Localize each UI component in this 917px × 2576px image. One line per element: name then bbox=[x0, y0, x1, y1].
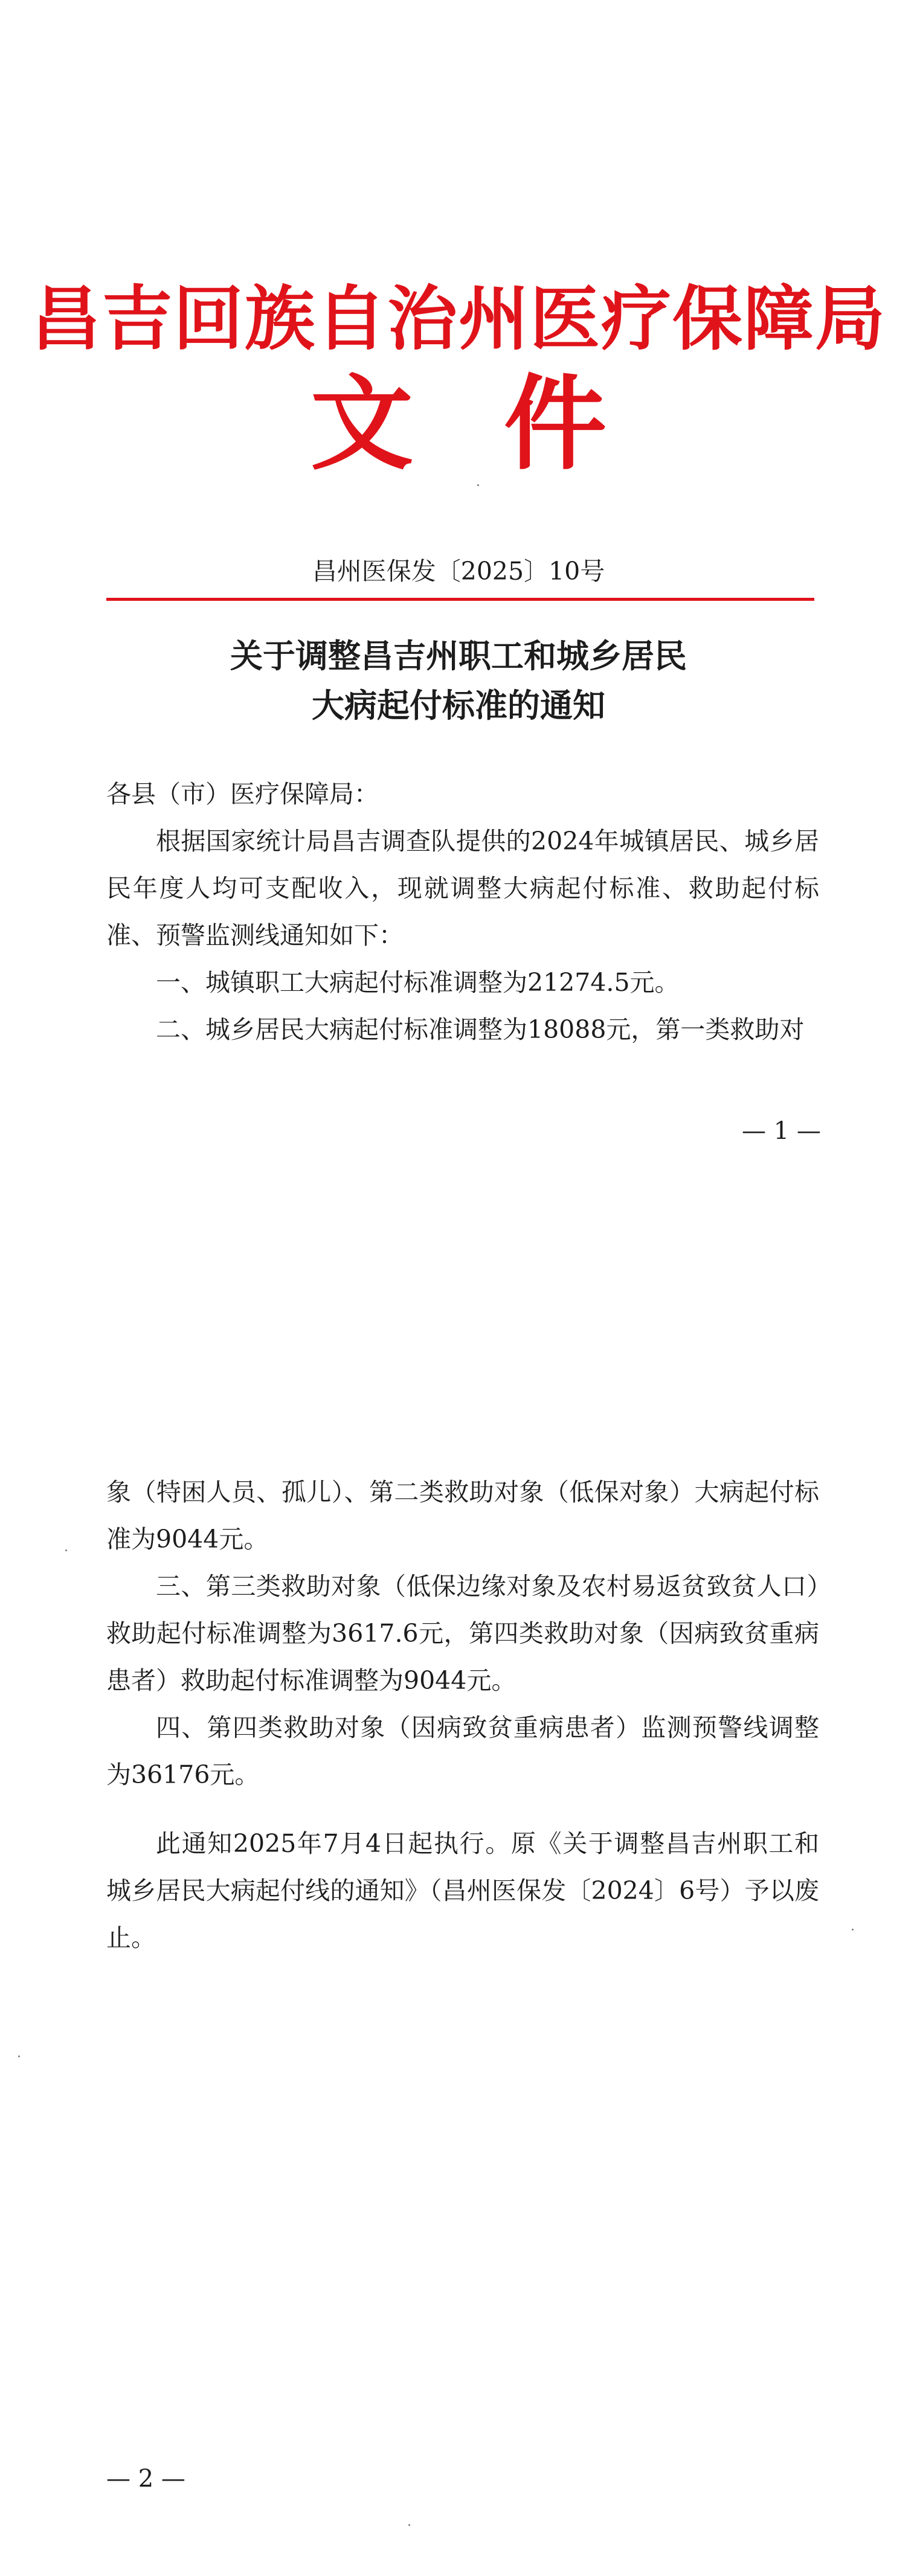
document-header-word: 文件 bbox=[310, 364, 697, 484]
item-1: 一、城镇职工大病起付标准调整为21274.5元。 bbox=[156, 968, 680, 997]
intro-paragraph: 根据国家统计局昌吉调查队提供的2024年城镇居民、城乡居民年度人均可支配收入，现就调整大病起付标准、救助起付标准、预警监测线通知如下： bbox=[106, 827, 819, 950]
item-4: 四、第四类救助对象（因病致贫重病患者）监测预警线调整为36176元。 bbox=[106, 1713, 819, 1789]
red-divider-line bbox=[106, 598, 814, 601]
page-number-1: — 1 — bbox=[742, 1117, 821, 1145]
notice-title-line-1: 关于调整昌吉州职工和城乡居民 bbox=[230, 636, 687, 675]
notice-title-line-2: 大病起付标准的通知 bbox=[312, 686, 605, 725]
closing-paragraph: 此通知2025年7月4日起执行。原《关于调整昌吉州职工和城乡居民大病起付线的通知》（昌州医保发〔2024〕6号）予以废止。 bbox=[106, 1829, 819, 1952]
document-number: 昌州医保发〔2025〕10号 bbox=[312, 557, 605, 586]
scan-speck bbox=[18, 2055, 20, 2057]
item-2-start: 二、城乡居民大病起付标准调整为18088元，第一类救助对 bbox=[156, 1015, 805, 1044]
scan-speck bbox=[408, 2524, 410, 2526]
item-2-continued: 象（特困人员、孤儿）、第二类救助对象（低保对象）大病起付标准为9044元。 bbox=[106, 1478, 819, 1554]
scan-speck bbox=[477, 484, 479, 486]
addressee: 各县（市）医疗保障局： bbox=[106, 780, 379, 809]
item-3: 三、第三类救助对象（低保边缘对象及农村易返贫致贫人口）救助起付标准调整为3617.6元，第四类救助对象（因病致贫重病患者）救助起付标准调整为9044元。 bbox=[106, 1572, 819, 1695]
page-number-2: — 2 — bbox=[106, 2465, 185, 2493]
issuing-organization: 昌吉回族自治州医疗保障局 bbox=[31, 278, 886, 360]
scan-speck bbox=[65, 1549, 67, 1551]
scan-speck bbox=[852, 1929, 854, 1930]
